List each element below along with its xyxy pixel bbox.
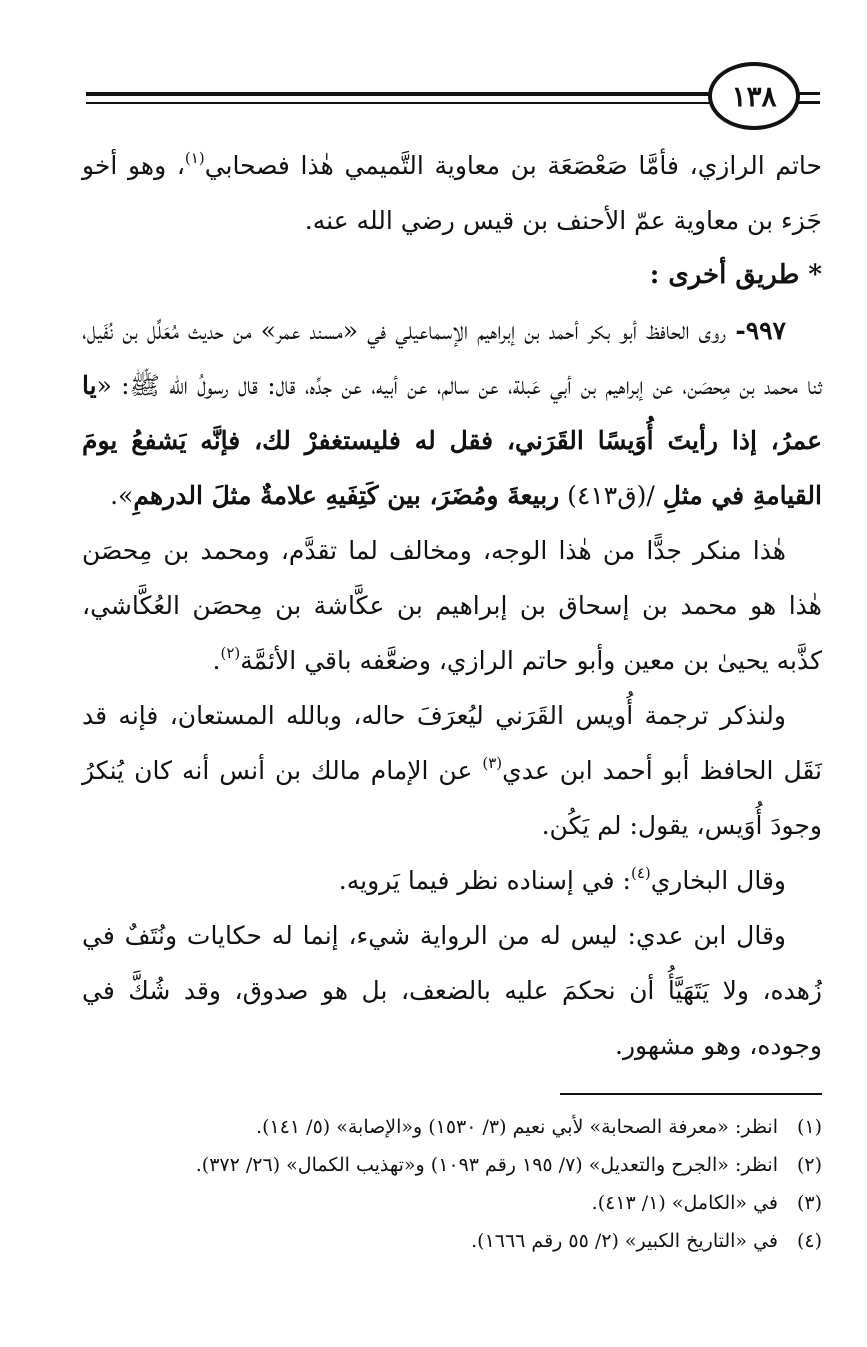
hadith-intro: روى الحافظ أبو بكر أحمد بن إبراهيم الإسماعيلي في «مسند عمر» من حديث مُعَلِّل بن نُفَيل، ثنا محمد بن مِحصَن، عن إبراهيم بن أبي عَبلة، عن سالم، عن أبيه، عن جدِّه، قال: قال رسولُ الله ﷺ: « bbox=[82, 316, 822, 400]
line-1-text: حاتم الرازي، فأمَّا صَعْصَعَة بن معاوية التَّميمي هٰذا فصحابي bbox=[204, 151, 822, 180]
paragraph-4 bbox=[82, 853, 822, 908]
footnote-ref-1: (١) bbox=[184, 149, 205, 167]
line-1-tail: ، وهو bbox=[128, 151, 185, 180]
hadith-number: ٩٩٧- bbox=[735, 316, 786, 345]
footnote-1-mark: (١) bbox=[796, 1116, 822, 1138]
footnote-ref-4: (٤) bbox=[630, 864, 651, 882]
footnote-2-text: انظر: «الجرح والتعديل» (٧/ ١٩٥ رقم ١٠٩٣) و«تهذيب الكمال» (٢٦/ ٣٧٢). bbox=[195, 1154, 778, 1176]
footnote-1 bbox=[82, 1108, 822, 1146]
paragraph-1 bbox=[82, 138, 822, 248]
paragraph-3-text-b: عن الإمام مالك بن أنس أنه كان يُنكرُ وجودَ أُوَيس، يقول: لم يَكُن. bbox=[82, 756, 822, 840]
footnote-4 bbox=[82, 1222, 822, 1260]
paragraph-5: وقال ابن عدي: ليس له من الرواية شيء، إنما له حكايات ونُتَفٌ في زُهده، ولا يَتَهَيَّأُ أن نحكمَ عليه بالضعف، بل هو صدوق، وقد شُكَّ في وجوده، وهو مشهور. bbox=[82, 921, 822, 1060]
line-2-text: أخو جَزء بن معاوية عمّ الأحنف بن قيس رضي الله عنه. bbox=[82, 151, 822, 235]
footnote-separator bbox=[560, 1093, 822, 1095]
section-heading: * طريق أخرى : bbox=[649, 260, 822, 290]
main-text bbox=[82, 138, 822, 1073]
paragraph-2-end: . bbox=[212, 646, 221, 675]
header-rule-thin bbox=[86, 102, 710, 104]
paragraph-2 bbox=[82, 523, 822, 688]
page-header bbox=[80, 58, 820, 138]
footnote-2-mark: (٢) bbox=[796, 1154, 822, 1176]
header-rule-right-bottom bbox=[798, 101, 820, 104]
manuscript-marker: /(ق٤١٣) bbox=[559, 481, 663, 510]
footnote-3 bbox=[82, 1184, 822, 1222]
footnote-ref-2: (٢) bbox=[220, 644, 241, 662]
paragraph-3 bbox=[82, 688, 822, 853]
footnote-1-text: انظر: «معرفة الصحابة» لأبي نعيم (٣/ ١٥٣٠) و«الإصابة» (٥/ ١٤١). bbox=[256, 1116, 778, 1138]
footnote-2 bbox=[82, 1146, 822, 1184]
footnotes bbox=[82, 1108, 822, 1260]
hadith-paragraph bbox=[82, 303, 822, 523]
paragraph-2-text: هٰذا منكر جدًّا من هٰذا الوجه، ومخالف لما تقدَّم، ومحمد بن مِحصَن هٰذا هو محمد بن إسحاق بن إبراهيم بن عكَّاشة بن مِحصَن العُكَّاشي، كذَّبه يحيىٰ بن معين وأبو حاتم الرازي، وضعَّفه باقي الأئمَّة bbox=[82, 536, 822, 675]
header-rule-right-top bbox=[798, 92, 820, 95]
hadith-text-bold-2: ربيعةَ ومُضَرَ، بين كَتِفَيهِ علامةٌ مثلَ الدرهمِ bbox=[133, 481, 560, 510]
paragraph-4-text-b: : في إسناده نظر فيما يَرويه. bbox=[338, 866, 631, 895]
footnote-3-text: في «الكامل» (١/ ٤١٣). bbox=[591, 1192, 778, 1214]
footnote-4-mark: (٤) bbox=[796, 1230, 822, 1252]
hadith-text-bold-1: يا عمرُ، إذا رأيتَ أُوَيسًا القَرَني، فقل له فليستغفرْ لك، فإنَّه يَشفعُ يومَ القيامةِ في مثلِ bbox=[82, 371, 822, 510]
page-number: ١٣٨ bbox=[708, 62, 800, 130]
hadith-close: ». bbox=[110, 481, 134, 510]
header-rule-thick bbox=[86, 92, 710, 96]
footnote-4-text: في «التاريخ الكبير» (٢/ ٥٥ رقم ١٦٦٦). bbox=[471, 1230, 778, 1252]
paragraph-4-text-a: وقال البخاري bbox=[650, 866, 786, 895]
footnote-3-mark: (٣) bbox=[796, 1192, 822, 1214]
footnote-ref-3: (٣) bbox=[482, 754, 503, 772]
paragraph-3-text-a: ولنذكر ترجمة أُويس القَرَني ليُعرَفَ حاله، وبالله المستعان، فإنه قد نَقَل الحافظ أبو أحمد ابن عدي bbox=[82, 701, 822, 785]
